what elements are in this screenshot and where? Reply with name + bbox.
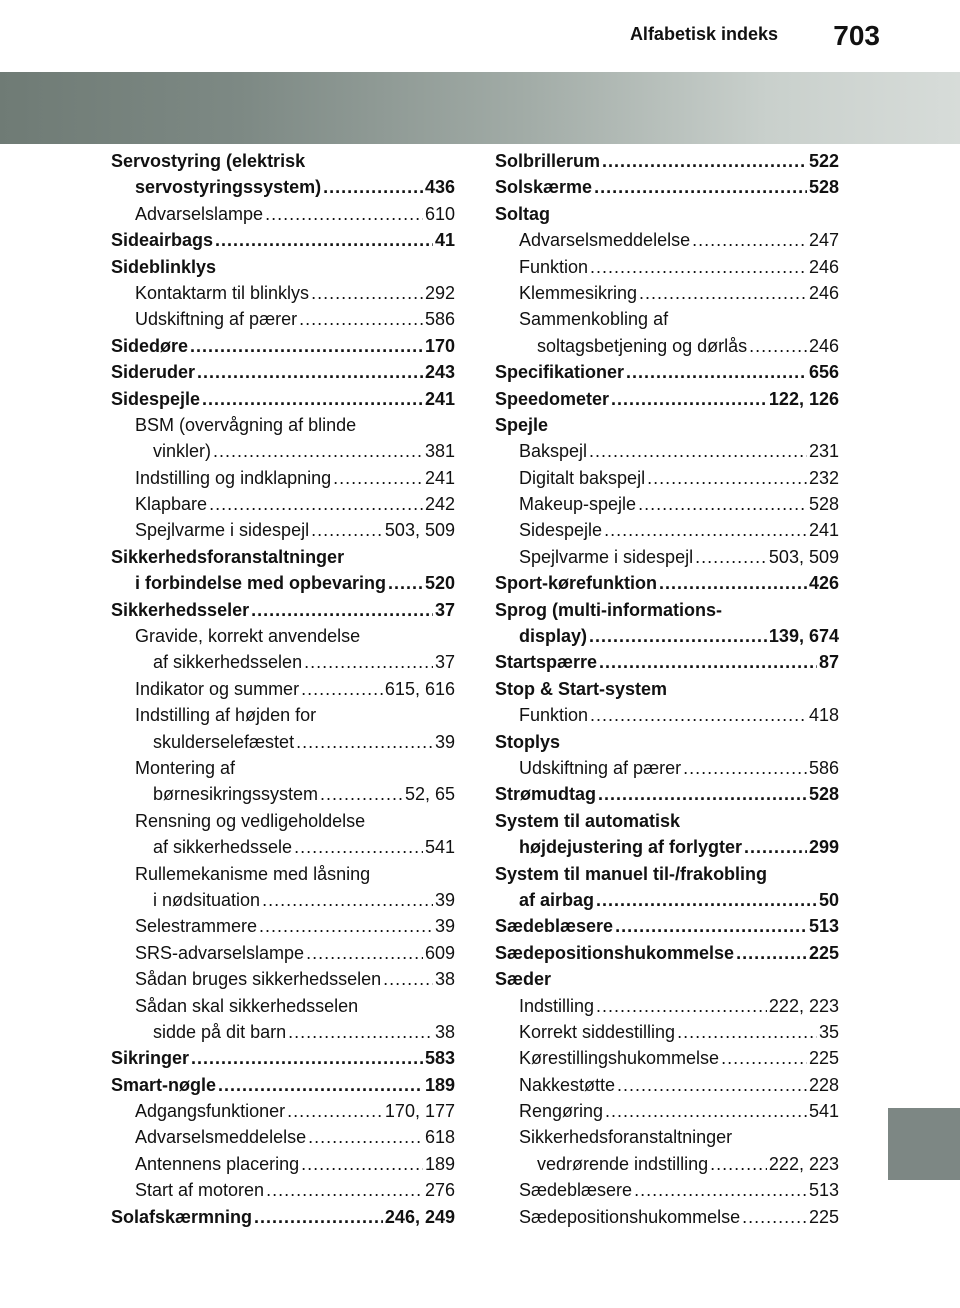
index-entry-sub [111, 280, 455, 306]
entry-text: Speedometer [495, 388, 610, 409]
entry-text: Sædepositionshukommelse [519, 1206, 741, 1227]
index-entry-main [495, 623, 839, 649]
index-entry-sub [495, 1124, 839, 1150]
entry-pages: 225 [808, 1048, 839, 1069]
index-entry-main [495, 834, 839, 860]
section-title: Alfabetisk indeks [629, 24, 778, 44]
entry-text: System til manuel til-/frakobling [495, 863, 768, 884]
entry-text: børnesikringssystem [153, 784, 319, 805]
entry-text: Start af motoren [135, 1180, 265, 1201]
leader-dots [251, 597, 433, 623]
entry-text: Korrekt siddestilling [519, 1021, 676, 1042]
entry-text: højdejustering af forlygter [519, 837, 743, 858]
entry-pages: 292 [424, 282, 455, 303]
leader-dots [677, 1019, 817, 1045]
entry-text: Adgangsfunktioner [135, 1101, 286, 1122]
leader-dots [599, 649, 817, 675]
leader-dots [254, 1204, 383, 1230]
page-number: 703 [833, 20, 880, 51]
index-entry-main [111, 544, 455, 570]
entry-text: Udskiftning af pærer [519, 757, 682, 778]
entry-text: af airbag [519, 889, 595, 910]
index-entry-sub [111, 729, 455, 755]
index-entry-main [495, 808, 839, 834]
leader-dots [598, 781, 807, 807]
entry-text: Sikkerhedsforanstaltninger [111, 546, 345, 567]
index-entry-sub [495, 702, 839, 728]
index-entry-sub [495, 755, 839, 781]
index-entry-sub [111, 1151, 455, 1177]
entry-text: Sideruder [111, 362, 196, 383]
entry-text: Spejlvarme i sidespejl [519, 546, 694, 567]
index-entry-sub [111, 306, 455, 332]
index-entry-main [111, 174, 455, 200]
index-entry-sub [111, 834, 455, 860]
index-entry-sub [111, 517, 455, 543]
leader-dots [604, 517, 807, 543]
index-entry-sub [111, 993, 455, 1019]
entry-pages: 586 [424, 309, 455, 330]
index-entry-sub [111, 649, 455, 675]
leader-dots [383, 966, 433, 992]
entry-text: Startspærre [495, 652, 598, 673]
entry-text: Sidespejle [111, 388, 201, 409]
index-entry-sub [111, 1124, 455, 1150]
entry-text: display) [519, 626, 588, 647]
leader-dots [197, 359, 423, 385]
entry-pages: 503, 509 [768, 546, 839, 567]
entry-text: Udskiftning af pærer [135, 309, 298, 330]
leader-dots [626, 359, 807, 385]
index-entry-sub [495, 254, 839, 280]
header-banner [0, 72, 960, 144]
index-entry-sub [111, 1019, 455, 1045]
entry-text: Digitalt bakspejl [519, 467, 646, 488]
leader-dots [259, 913, 433, 939]
leader-dots [388, 570, 423, 596]
entry-text: Sæder [495, 969, 552, 990]
leader-dots [736, 940, 807, 966]
entry-text: Sideairbags [111, 230, 214, 251]
leader-dots [721, 1045, 807, 1071]
entry-pages: 246, 249 [384, 1206, 455, 1227]
entry-pages: 241 [424, 388, 455, 409]
leader-dots [659, 570, 807, 596]
index-entry-sub [111, 702, 455, 728]
index-entry-main [495, 966, 839, 992]
entry-pages: 41 [434, 230, 455, 251]
entry-pages: 52, 65 [404, 784, 455, 805]
entry-pages: 299 [808, 837, 839, 858]
index-entry-sub [495, 544, 839, 570]
index-entry-main [111, 254, 455, 280]
leader-dots [589, 438, 807, 464]
entry-text: Indikator og summer [135, 678, 300, 699]
leader-dots [647, 465, 807, 491]
leader-dots [611, 386, 767, 412]
leader-dots [288, 1019, 433, 1045]
leader-dots [594, 174, 807, 200]
entry-text: Klapbare [135, 494, 208, 515]
entry-pages: 513 [808, 1180, 839, 1201]
index-entry-sub [111, 861, 455, 887]
index-entry-main [495, 148, 839, 174]
entry-pages: 586 [808, 757, 839, 778]
leader-dots [213, 438, 423, 464]
entry-text: Gravide, korrekt anvendelse [135, 626, 361, 647]
entry-text: Klemmesikring [519, 282, 638, 303]
index-entry-sub [111, 887, 455, 913]
entry-pages: 225 [808, 1206, 839, 1227]
entry-text: Sædepositionshukommelse [495, 942, 735, 963]
index-entry-sub [495, 438, 839, 464]
index-entry-main [111, 333, 455, 359]
index-entry-sub [495, 227, 839, 253]
index-entry-sub [111, 1098, 455, 1124]
leader-dots [638, 491, 807, 517]
index-entry-main [111, 227, 455, 253]
leader-dots [262, 887, 433, 913]
index-entry-sub [111, 808, 455, 834]
index-entry-sub [495, 1019, 839, 1045]
index-entry-sub [111, 201, 455, 227]
leader-dots [266, 1177, 423, 1203]
entry-text: Sidedøre [111, 335, 189, 356]
entry-text: Spejlvarme i sidespejl [135, 520, 310, 541]
entry-pages: 418 [808, 705, 839, 726]
chapter-tab [888, 1108, 960, 1180]
entry-pages: 242 [424, 494, 455, 515]
index-entry-main [495, 570, 839, 596]
leader-dots [296, 729, 433, 755]
index-entry-sub [495, 1045, 839, 1071]
entry-pages: 39 [434, 916, 455, 937]
entry-text: Specifikationer [495, 362, 625, 383]
entry-text: vedrørende indstilling [537, 1153, 709, 1174]
index-entry-sub [495, 491, 839, 517]
entry-text: Solskærme [495, 177, 593, 198]
entry-pages: 139, 674 [768, 626, 839, 647]
entry-pages: 243 [424, 362, 455, 383]
entry-text: Sikringer [111, 1048, 190, 1069]
leader-dots [301, 1151, 423, 1177]
entry-text: Sidespejle [519, 520, 603, 541]
leader-dots [306, 940, 423, 966]
index-entry-main [111, 386, 455, 412]
entry-pages: 228 [808, 1074, 839, 1095]
entry-pages: 189 [424, 1074, 455, 1095]
entry-pages: 513 [808, 916, 839, 937]
leader-dots [320, 781, 403, 807]
entry-pages: 38 [434, 1021, 455, 1042]
index-entry-main [495, 913, 839, 939]
leader-dots [265, 201, 423, 227]
leader-dots [639, 280, 807, 306]
index-entry-sub [495, 517, 839, 543]
leader-dots [617, 1072, 807, 1098]
entry-pages: 426 [808, 573, 839, 594]
leader-dots [596, 993, 767, 1019]
index-entry-sub [495, 333, 839, 359]
entry-pages: 39 [434, 731, 455, 752]
leader-dots [287, 1098, 383, 1124]
entry-text: Advarselslampe [135, 203, 264, 224]
leader-dots [209, 491, 423, 517]
entry-text: Makeup-spejle [519, 494, 637, 515]
entry-text: Indstilling [519, 995, 595, 1016]
leader-dots [596, 887, 817, 913]
entry-pages: 87 [818, 652, 839, 673]
entry-pages: 247 [808, 230, 839, 251]
entry-text: servostyringssystem) [135, 177, 322, 198]
entry-pages: 39 [434, 889, 455, 910]
entry-text: SRS-advarselslampe [135, 942, 305, 963]
index-entry-main [495, 174, 839, 200]
leader-dots [202, 386, 423, 412]
entry-text: Spejle [495, 414, 549, 435]
index-entry-sub [111, 781, 455, 807]
entry-text: Indstilling af højden for [135, 705, 317, 726]
index-entry-sub [111, 623, 455, 649]
leader-dots [615, 913, 807, 939]
entry-text: i nødsituation [153, 889, 261, 910]
index-entry-sub [111, 491, 455, 517]
entry-text: Selestrammere [135, 916, 258, 937]
index-entry-sub [111, 412, 455, 438]
entry-text: Sport-kørefunktion [495, 573, 657, 594]
index-entry-sub [495, 1098, 839, 1124]
index-entry-sub [495, 1072, 839, 1098]
entry-text: Advarselsmeddelelse [519, 230, 691, 251]
index-entry-sub [111, 438, 455, 464]
index-entry-main [495, 940, 839, 966]
index-column-left [111, 148, 455, 1230]
entry-text: Sædeblæsere [495, 916, 614, 937]
index-column-right [495, 148, 839, 1230]
index-entry-main [495, 359, 839, 385]
entry-text: Rengøring [519, 1101, 604, 1122]
leader-dots [333, 465, 423, 491]
entry-text: Montering af [135, 757, 236, 778]
entry-pages: 528 [808, 494, 839, 515]
entry-pages: 35 [818, 1021, 839, 1042]
leader-dots [590, 254, 807, 280]
entry-pages: 37 [434, 599, 455, 620]
index-entry-sub [111, 465, 455, 491]
leader-dots [590, 702, 807, 728]
leader-dots [742, 1204, 807, 1230]
entry-pages: 189 [424, 1153, 455, 1174]
entry-pages: 232 [808, 467, 839, 488]
leader-dots [304, 649, 433, 675]
entry-pages: 38 [434, 969, 455, 990]
entry-text: i forbindelse med opbevaring [135, 573, 387, 594]
entry-text: Kørestillingshukommelse [519, 1048, 720, 1069]
entry-text: Sådan skal sikkerhedsselen [135, 995, 359, 1016]
entry-pages: 610 [424, 203, 455, 224]
index-entry-main [495, 597, 839, 623]
entry-pages: 122, 126 [768, 388, 839, 409]
index-entry-main [495, 676, 839, 702]
entry-text: skulderselefæstet [153, 731, 295, 752]
leader-dots [299, 306, 423, 332]
leader-dots [634, 1177, 807, 1203]
leader-dots [218, 1072, 423, 1098]
index-entry-main [495, 861, 839, 887]
index-entry-main [111, 597, 455, 623]
leader-dots [190, 333, 423, 359]
leader-dots [308, 1124, 423, 1150]
leader-dots [215, 227, 433, 253]
entry-text: Funktion [519, 256, 589, 277]
leader-dots [589, 623, 767, 649]
entry-pages: 170 [424, 335, 455, 356]
index-entry-main [111, 359, 455, 385]
entry-pages: 618 [424, 1127, 455, 1148]
leader-dots [692, 227, 807, 253]
index-entry-main [495, 386, 839, 412]
entry-text: Stop & Start-system [495, 678, 668, 699]
index-entry-sub [495, 1177, 839, 1203]
entry-pages: 50 [818, 889, 839, 910]
index-entry-main [111, 1045, 455, 1071]
entry-pages: 436 [424, 177, 455, 198]
entry-pages: 276 [424, 1180, 455, 1201]
index-entry-sub [495, 1204, 839, 1230]
entry-pages: 528 [808, 177, 839, 198]
entry-text: sidde på dit barn [153, 1021, 287, 1042]
entry-text: soltagsbetjening og dørlås [537, 335, 748, 356]
entry-pages: 583 [424, 1048, 455, 1069]
entry-pages: 222, 223 [768, 995, 839, 1016]
entry-pages: 522 [808, 151, 839, 171]
leader-dots [311, 280, 423, 306]
index-entry-sub [495, 306, 839, 332]
index-entry-main [111, 1072, 455, 1098]
index-entry-sub [495, 993, 839, 1019]
entry-text: Smart-nøgle [111, 1074, 217, 1095]
index-entry-sub [495, 280, 839, 306]
entry-text: vinkler) [153, 441, 212, 462]
entry-text: Sædeblæsere [519, 1180, 633, 1201]
entry-pages: 37 [434, 652, 455, 673]
entry-pages: 609 [424, 942, 455, 963]
entry-text: Solbrillerum [495, 151, 601, 171]
entry-text: Nakkestøtte [519, 1074, 616, 1095]
index-entry-sub [111, 676, 455, 702]
leader-dots [744, 834, 807, 860]
index-entry-main [495, 781, 839, 807]
leader-dots [605, 1098, 807, 1124]
entry-text: System til automatisk [495, 810, 681, 831]
index-entry-main [495, 887, 839, 913]
leader-dots [710, 1151, 767, 1177]
entry-text: Antennens placering [135, 1153, 300, 1174]
entry-text: Servostyring (elektrisk [111, 151, 306, 171]
index-entry-sub [495, 465, 839, 491]
index-entry-main [495, 649, 839, 675]
entry-pages: 503, 509 [384, 520, 455, 541]
entry-pages: 246 [808, 256, 839, 277]
entry-pages: 231 [808, 441, 839, 462]
index-entry-main [111, 148, 455, 174]
entry-text: af sikkerhedssele [153, 837, 293, 858]
entry-pages: 170, 177 [384, 1101, 455, 1122]
entry-pages: 241 [424, 467, 455, 488]
leader-dots [749, 333, 807, 359]
index-entry-main [495, 729, 839, 755]
entry-text: BSM (overvågning af blinde [135, 414, 357, 435]
entry-text: Soltag [495, 203, 551, 224]
index-entry-main [111, 570, 455, 596]
entry-pages: 246 [808, 335, 839, 356]
index-entry-main [495, 201, 839, 227]
entry-text: Rensning og vedligeholdelse [135, 810, 366, 831]
leader-dots [311, 517, 383, 543]
index-entry-sub [111, 940, 455, 966]
index-entry-sub [495, 1151, 839, 1177]
entry-text: Sådan bruges sikkerhedsselen [135, 969, 382, 990]
entry-text: Sikkerhedsforanstaltninger [519, 1127, 733, 1148]
leader-dots [294, 834, 423, 860]
entry-pages: 381 [424, 441, 455, 462]
page-header [0, 0, 960, 62]
entry-text: Sikkerhedsseler [111, 599, 250, 620]
leader-dots [323, 174, 423, 200]
index-entry-main [495, 412, 839, 438]
entry-pages: 656 [808, 362, 839, 383]
index-entry-sub [111, 966, 455, 992]
leader-dots [191, 1045, 423, 1071]
entry-text: Sammenkobling af [519, 309, 669, 330]
leader-dots [683, 755, 807, 781]
entry-text: Sprog (multi-informations- [495, 599, 722, 620]
entry-text: Solafskærmning [111, 1206, 253, 1227]
entry-text: Indstilling og indklapning [135, 467, 332, 488]
leader-dots [695, 544, 767, 570]
entry-pages: 520 [424, 573, 455, 594]
entry-text: Strømudtag [495, 784, 596, 805]
entry-pages: 528 [808, 784, 839, 805]
entry-text: Rullemekanisme med låsning [135, 863, 371, 884]
entry-pages: 541 [424, 837, 455, 858]
entry-pages: 541 [808, 1101, 839, 1122]
entry-pages: 615, 616 [384, 678, 455, 699]
entry-text: Kontaktarm til blinklys [135, 282, 310, 303]
entry-text: Funktion [519, 705, 589, 726]
entry-text: Stoplys [495, 731, 561, 752]
index-entry-sub [111, 913, 455, 939]
index-entry-sub [111, 755, 455, 781]
entry-text: Advarselsmeddelelse [135, 1127, 307, 1148]
entry-pages: 246 [808, 282, 839, 303]
entry-pages: 225 [808, 942, 839, 963]
entry-pages: 222, 223 [768, 1153, 839, 1174]
leader-dots [602, 148, 807, 174]
index-entry-sub [111, 1177, 455, 1203]
index-entry-main [111, 1204, 455, 1230]
entry-pages: 241 [808, 520, 839, 541]
entry-text: Sideblinklys [111, 256, 217, 277]
entry-text: af sikkerhedsselen [153, 652, 303, 673]
entry-text: Bakspejl [519, 441, 588, 462]
leader-dots [301, 676, 383, 702]
